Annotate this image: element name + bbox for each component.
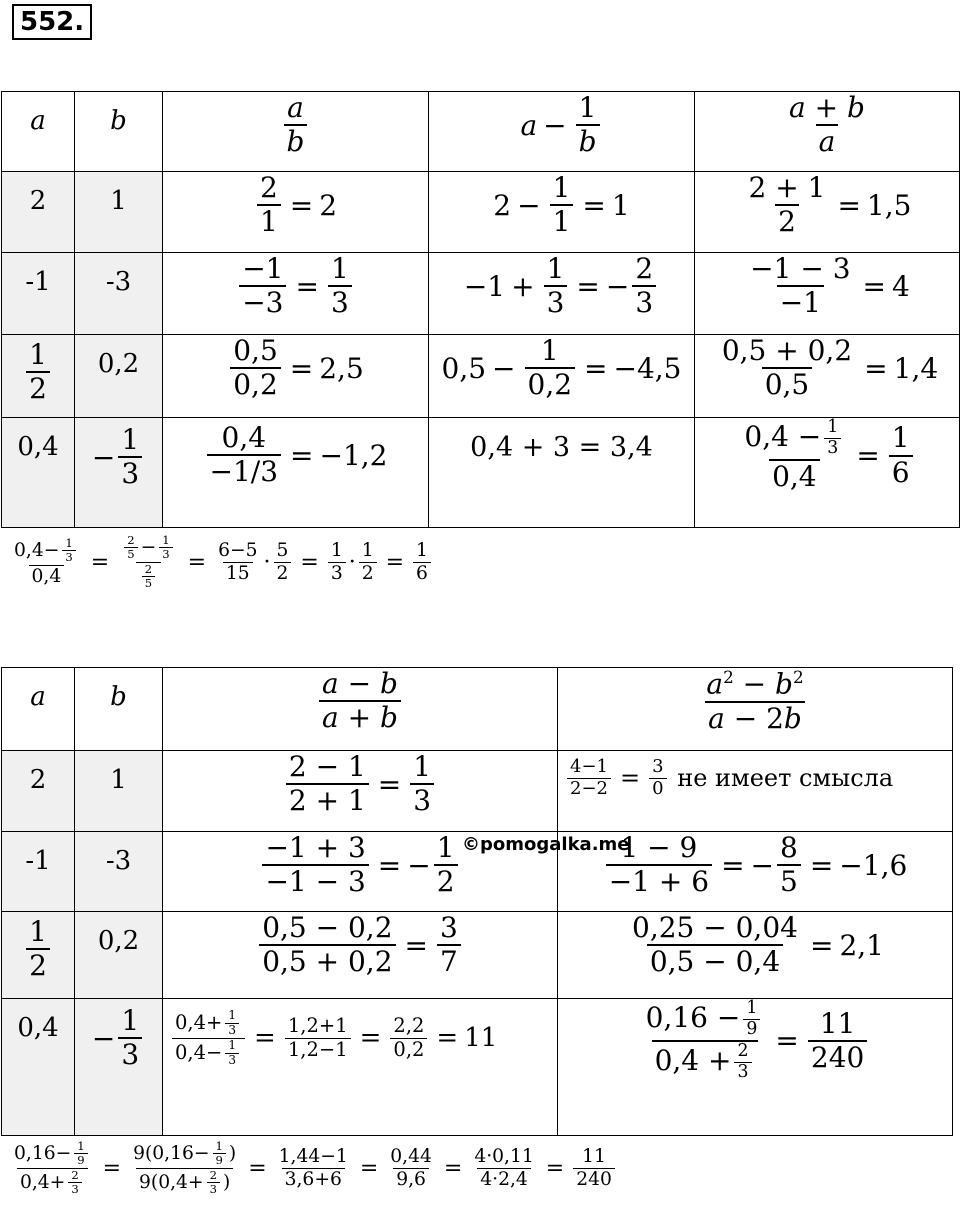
cell-result: $\frac{2 + 1}{2}$ = 1,5 bbox=[695, 172, 960, 253]
cell-result: $\frac{-1}{-3}$ = $\frac{1}{3}$ bbox=[163, 253, 429, 335]
cell-b: 1 bbox=[75, 172, 163, 253]
cell-b: − $\frac{1}{3}$ bbox=[75, 418, 163, 528]
table-1-note: 0,4− $\frac{1}{3}$ 0,4 = $\frac{2}{5}$ − $\frac{1}{3}$ $\frac{2}{5}$ = $\frac{6-5}{15}$ · $\frac{5}{2}$ = $\frac{1}{3}$ · $\frac{1}{2}$ = $\frac{1}{6}$ bbox=[8, 534, 434, 590]
cell-result: 0,4+ $\frac{1}{3}$ 0,4− $\frac{1}{3}$ = $\frac{1,2+1}{1,2-1}$ = $\frac{2,2}{0,2}$ = 11 bbox=[163, 999, 558, 1136]
cell-a: $\frac{1}{2}$ bbox=[2, 912, 75, 999]
header-a-plus-b-over-a: $\frac{a + b}{a}$ bbox=[695, 92, 960, 172]
cell-result: $\frac{0,4}{-1/3}$ = −1,2 bbox=[163, 418, 429, 528]
cell-result: $\frac{0,5}{0,2}$ = 2,5 bbox=[163, 335, 429, 418]
cell-a: -1 bbox=[2, 253, 75, 335]
cell-a: -1 bbox=[2, 832, 75, 912]
cell-b: 1 bbox=[75, 751, 163, 832]
cell-result: $\frac{0,5 + 0,2}{0,5}$ = 1,4 bbox=[695, 335, 960, 418]
cell-result: $\frac{-1 + 3}{-1 - 3}$ = − $\frac{1}{2}$ bbox=[163, 832, 558, 912]
table-row bbox=[2, 999, 953, 1136]
cell-result: $\frac{1 - 9}{-1 + 6}$ = − $\frac{8}{5}$ = −1,6 bbox=[558, 832, 953, 912]
cell-b: 0,2 bbox=[75, 912, 163, 999]
table-row bbox=[2, 253, 960, 335]
cell-b: -3 bbox=[75, 832, 163, 912]
no-meaning-text: не имеет смысла bbox=[677, 764, 894, 793]
problem-number: 552. bbox=[12, 4, 92, 40]
header-a: a bbox=[2, 668, 75, 751]
cell-a: 2 bbox=[2, 751, 75, 832]
cell-result: 0,16 − $\frac{1}{9}$ 0,4 + $\frac{2}{3}$ = $\frac{11}{240}$ bbox=[558, 999, 953, 1136]
cell-b: 0,2 bbox=[75, 335, 163, 418]
table-1 bbox=[1, 91, 960, 528]
cell-result: $\frac{2}{1}$ = 2 bbox=[163, 172, 429, 253]
cell-result: $\frac{0,5 - 0,2}{0,5 + 0,2}$ = $\frac{3}{7}$ bbox=[163, 912, 558, 999]
header-a: a bbox=[2, 92, 75, 172]
cell-a: 0,4 bbox=[2, 999, 75, 1136]
table-2-note: 0,16− $\frac{1}{9}$ 0,4+ $\frac{2}{3}$ = 9(0,16− $\frac{1}{9}$ ) 9(0,4+ $\frac{2}{3}$ ) = $\frac{1,44-1}{3,6+6}$ = $\frac{0,44}{9,6}$ = $\frac{4\cdot 0,11}{4\cdot 2,4}$ = $\frac{11}{240}$ bbox=[8, 1140, 618, 1196]
watermark: ©pomogalka.me bbox=[462, 834, 630, 855]
table-row bbox=[2, 418, 960, 528]
cell-a: 0,4 bbox=[2, 418, 75, 528]
cell-result: −1 + $\frac{1}{3}$ = − $\frac{2}{3}$ bbox=[429, 253, 695, 335]
cell-result: 2 − $\frac{1}{1}$ = 1 bbox=[429, 172, 695, 253]
table-row bbox=[2, 172, 960, 253]
cell-result: $\frac{2 - 1}{2 + 1}$ = $\frac{1}{3}$ bbox=[163, 751, 558, 832]
cell-a: $\frac{1}{2}$ bbox=[2, 335, 75, 418]
table-row bbox=[2, 751, 953, 832]
table-row bbox=[2, 912, 953, 999]
table-1-header-row bbox=[2, 92, 960, 172]
header-a-minus-1-over-b: a − $\frac{1}{b}$ bbox=[429, 92, 695, 172]
cell-result: $\frac{-1 - 3}{-1}$ = 4 bbox=[695, 253, 960, 335]
header-b: b bbox=[75, 668, 163, 751]
cell-a: 2 bbox=[2, 172, 75, 253]
table-row bbox=[2, 335, 960, 418]
cell-result: $\frac{0,25 - 0,04}{0,5 - 0,4}$ = 2,1 bbox=[558, 912, 953, 999]
header-b: b bbox=[75, 92, 163, 172]
table-2 bbox=[1, 667, 953, 1136]
header-a2-minus-b2-over-a-minus-2b: $\frac{a^2 - b^2}{a - 2b}$ bbox=[558, 668, 953, 751]
header-a-minus-b-over-a-plus-b: $\frac{a - b}{a + b}$ bbox=[163, 668, 558, 751]
cell-result: 0,4 − $\frac{1}{3}$ 0,4 = $\frac{1}{6}$ bbox=[695, 418, 960, 528]
cell-result: 0,5 − $\frac{1}{0,2}$ = −4,5 bbox=[429, 335, 695, 418]
table-2-header-row bbox=[2, 668, 953, 751]
cell-b: -3 bbox=[75, 253, 163, 335]
cell-result: 0,4 + 3 = 3,4 bbox=[429, 418, 695, 528]
header-a-over-b: $\frac{a}{b}$ bbox=[163, 92, 429, 172]
cell-result: $\frac{4-1}{2-2}$ = $\frac{3}{0}$ не имеет смысла bbox=[558, 751, 953, 832]
cell-b: − $\frac{1}{3}$ bbox=[75, 999, 163, 1136]
